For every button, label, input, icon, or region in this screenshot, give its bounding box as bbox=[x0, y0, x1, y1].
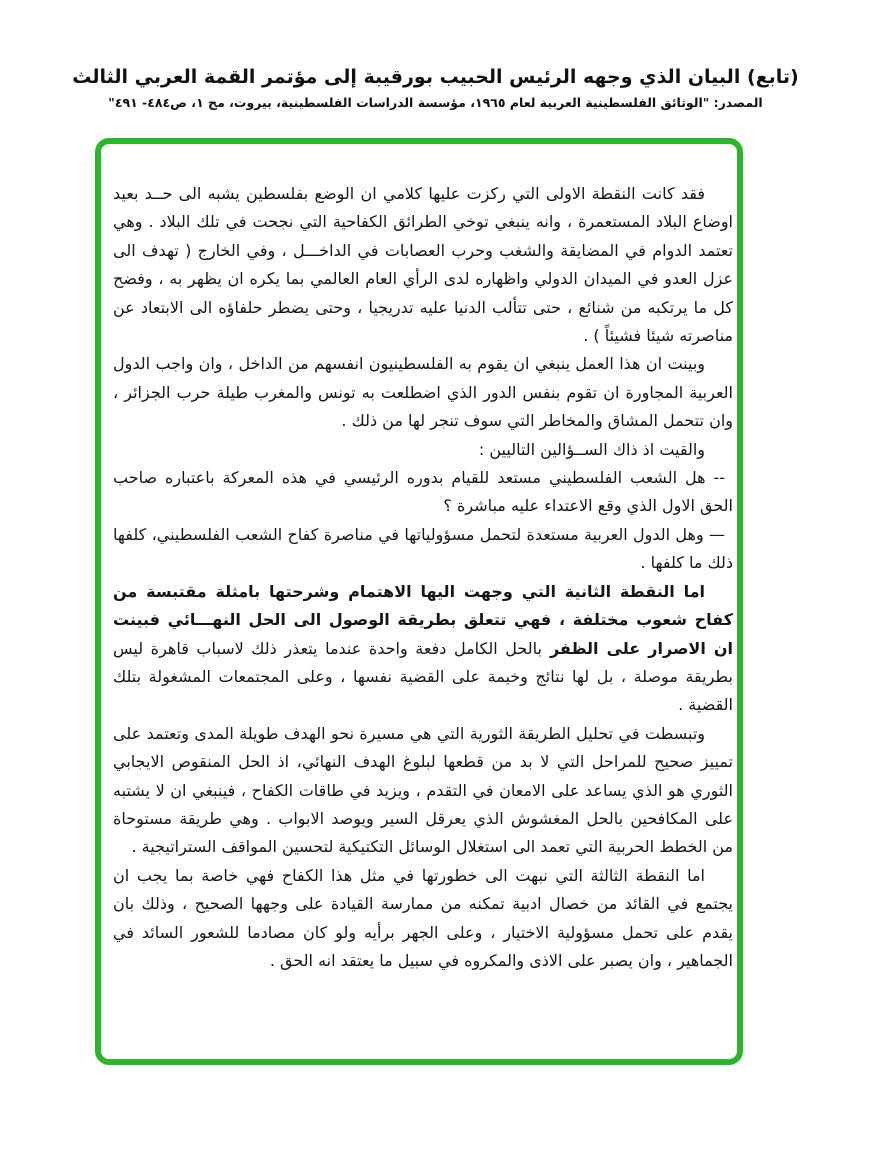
paragraph-text: وبينت ان هذا العمل ينبغي ان يقوم به الفلسطينيون انفسهم من الداخل ، وان واجب الدول العربية المجاورة ان تقوم بنفس الدور الذي اضطلعت به تونس والمغرب طيلة حرب الجزائر ، وان تتحمل المشاق والمخاطر التي سوف تنجر لها من ذلك . bbox=[113, 354, 733, 431]
paragraph bbox=[113, 862, 733, 976]
paragraph-text: -- هل الشعب الفلسطيني مستعد للقيام بدوره الرئيسي في هذه المعركة باعتباره صاحب الحق الاول الذي وقع الاعتداء عليه مباشرة ؟ bbox=[113, 468, 733, 516]
paragraph bbox=[113, 180, 733, 350]
paragraph-text: فقد كانت النقطة الاولى التي ركزت عليها كلامي ان الوضع بفلسطين يشبه الى حــد بعيد اوضاع البلاد المستعمرة ، وانه ينبغي توخي الطرائق الكفاحية التي نجحت في تلك البلاد . وهي تعتمد الدوام في المضايقة والشغب وحرب العصابات في الداخـــل ، وفي الخارج ( تهدف الى عزل العدو في الميدان الدولي واظهاره لدى الرأي العام العالمي بما يكره ان يظهر به ، وفضح كل ما يرتكبه من شنائع ، حتى تتألب الدنيا عليه تدريجيا ، وحتى يضطر حلفاؤه الى الابتعاد عن مناصرته شيئا فشيئاً ) . bbox=[113, 184, 733, 346]
paragraph-text: بالحل الكامل دفعة واحدة عندما يتعذر ذلك لاسباب قاهرة ليس بطريقة موصلة ، بل لها نتائج وخيمة على القضية نفسها ، وعلى المجتمعات المشغولة بتلك القضية . bbox=[113, 638, 733, 715]
document-source-line: المصدر: "الوثائق الفلسطينية العربية لعام ١٩٦٥، مؤسسة الدراسات الفلسطينية، بيروت، مج ١، ص٤٨٤- ٤٩١" bbox=[108, 95, 763, 110]
paragraph-text: اما النقطة الثالثة التي نبهت الى خطورتها في مثل هذا الكفاح فهي خاصة بما يجب ان يجتمع في القائد من خصال ادبية تمكنه من ممارسة القيادة على وجهها الصحيح ، وذلك بان يقدم على تحمل مسؤولية الاختيار ، وعلى الجهر برأيه ولو كان مصادما للشعور السائد في الجماهير ، وان يصبر على الاذى والمكروه في سبيل ما يعتقد انه الحق . bbox=[113, 865, 733, 970]
document-header bbox=[0, 64, 871, 112]
green-highlight-box bbox=[95, 138, 743, 1065]
paragraph bbox=[113, 436, 733, 464]
document-body bbox=[113, 180, 733, 975]
paragraph bbox=[113, 720, 733, 862]
paragraph-text: — وهل الدول العربية مستعدة لتحمل مسؤولياتها في مناصرة كفاح الشعب الفلسطيني، كلفها ذلك ما كلفها . bbox=[113, 524, 733, 573]
paragraph-text: والقيت اذ ذاك الســؤالين التاليين : bbox=[478, 439, 705, 459]
paragraph bbox=[113, 521, 733, 578]
document-title: (تابع) البيان الذي وجهه الرئيس الحبيب بورقيبة إلى مؤتمر القمة العربي الثالث bbox=[72, 66, 799, 88]
paragraph bbox=[113, 464, 733, 521]
paragraph-text: وتبسطت في تحليل الطريقة الثورية التي هي مسيرة نحو الهدف طويلة المدى وتعتمد على تمييز صحيح للمراحل التي لا بد من قطعها لبلوغ الهدف النهائي، اذ الحل المنقوص الايجابي الثوري هو الذي يساعد على الامعان في التقدم ، ويزيد في طاقات الكفاح ، فينبغي ان لا يشتبه على المكافحين بالحل المغشوش الذي يعرقل السير ويوصد الابواب . وهي طريقة مستوحاة من الخطط الحربية التي تعمد الى استغلال الوسائل التكتيكية لتحسين المواقف الستراتيجية . bbox=[113, 723, 733, 857]
paragraph bbox=[113, 578, 733, 720]
paragraph-text-bold: اما النقطة الثانية التي وجهت اليها الاهتمام وشرحتها بامثلة مقتبسة من كفاح شعوب مختلفة ، فهي تتعلق بطريقة الوصول الى الحل النهـــائي فبينت ان الاصرار على الظفر bbox=[113, 581, 734, 658]
paragraph bbox=[113, 350, 733, 435]
